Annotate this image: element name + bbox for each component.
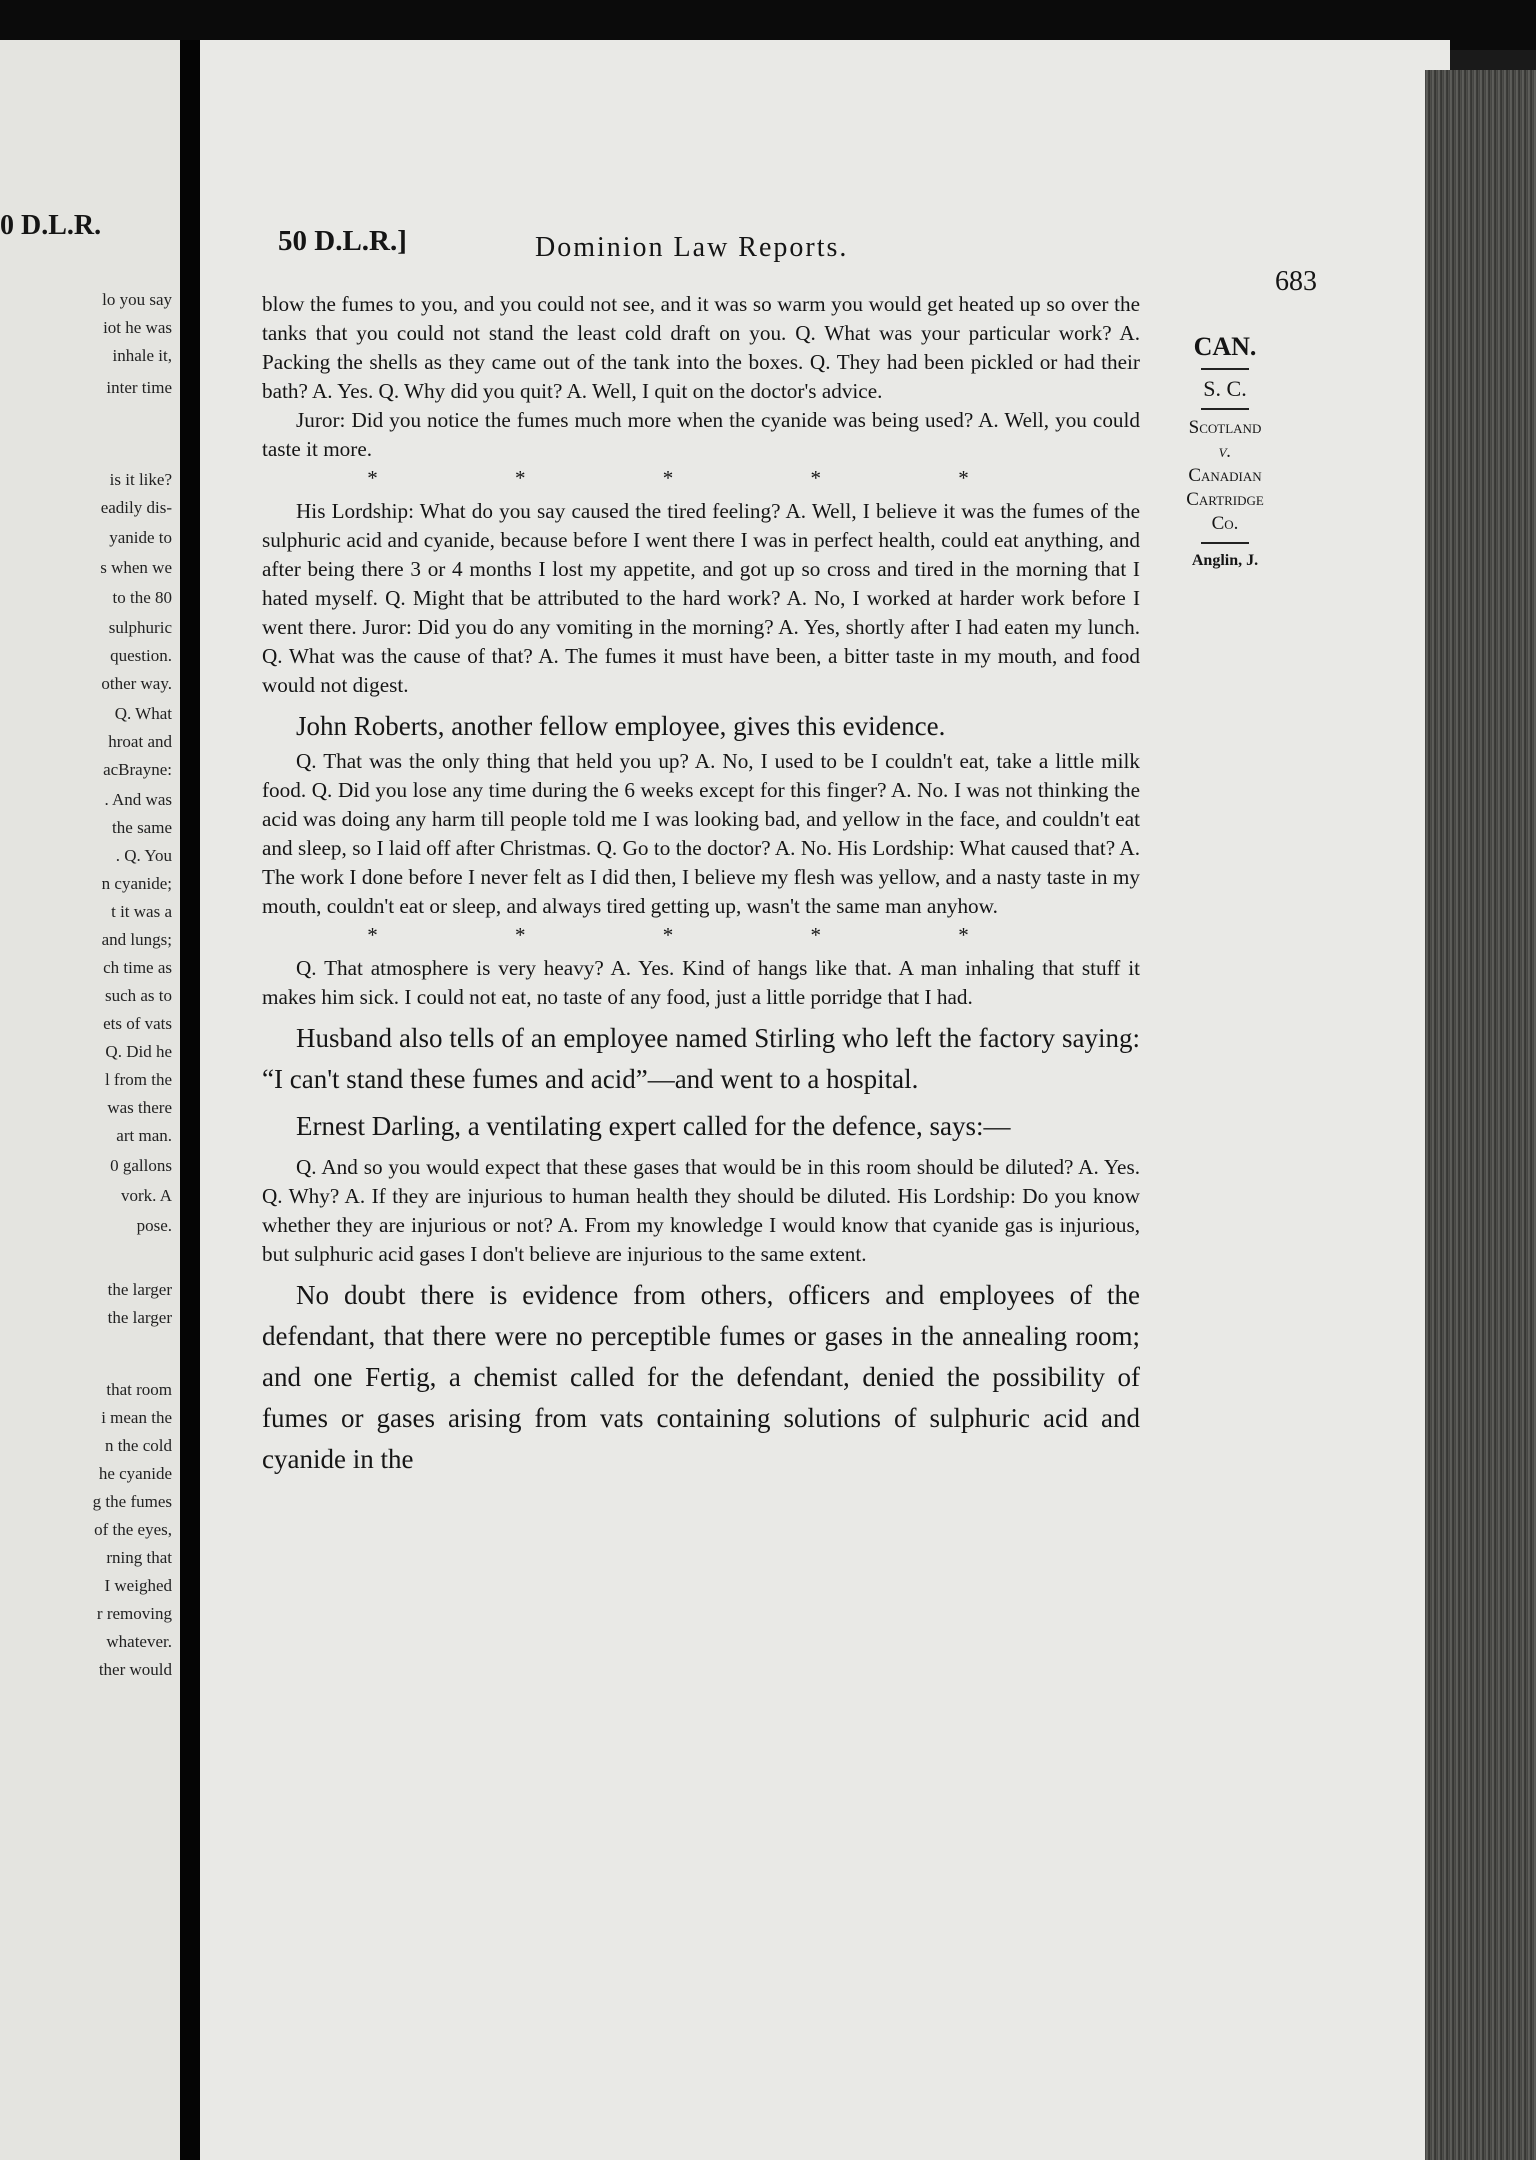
page-number: 683 [1275, 266, 1317, 297]
case-defendant-line3: Co. [1211, 513, 1239, 534]
testimony-paragraph: Q. And so you would expect that these gases that would be in this room should be diluted? A. Yes. Q. Why? A. If they are injurious to human health they should be diluted. His Lordship: Do you know whether they are injurious or not? A. From my knowledge I would know that cyanide gas is injurious, but sulphuric acid gases I don't believe are injurious to the same extent. [262, 1155, 1140, 1266]
facing-page-line: other way. [101, 674, 172, 693]
facing-page-line: rning that [106, 1548, 172, 1567]
facing-page-line: g the fumes [92, 1492, 172, 1511]
facing-page-line: the same [112, 818, 172, 837]
facing-page [0, 40, 180, 2160]
testimony-paragraph: Q. That atmosphere is very heavy? A. Yes. Kind of hangs like that. A man inhaling that stuff it makes him sick. I could not eat, no taste of any food, just a little porridge that I had. [262, 956, 1140, 1009]
facing-page-line: inter time [106, 378, 172, 397]
testimony-paragraph: blow the fumes to you, and you could not see, and it was so warm you would get heated up so over the tanks that you could not stand the least cold draft on you. Q. What was your particular work? A. Packing the shells as they came out of the tank into the boxes. Q. They had been pickled or had their bath? A. Yes. Q. Why did you quit? A. Well, I quit on the doctor's advice. [262, 292, 1140, 403]
facing-page-line: l from the [104, 1070, 172, 1089]
divider [1201, 408, 1249, 410]
facing-page-line: t it was a [111, 902, 172, 921]
page-edges [1425, 70, 1536, 2160]
elision-stars: * * * * * [367, 466, 1035, 490]
facing-page-line: he cyanide [98, 1464, 172, 1483]
facing-page-line: to the 80 [112, 588, 172, 607]
facing-page-line: the larger [107, 1280, 172, 1299]
facing-page-line: ch time as [103, 958, 172, 977]
case-name [1160, 416, 1290, 536]
case-defendant-line1: Canadian [1188, 465, 1262, 486]
judgment-paragraph: Ernest Darling, a ventilating expert called for the defence, says:— [296, 1111, 1011, 1141]
facing-page-line: 0 gallons [110, 1156, 172, 1175]
facing-page-line: i mean the [101, 1408, 172, 1427]
judgment-paragraph: John Roberts, another fellow employee, gives this evidence. [296, 711, 946, 741]
judgment-paragraph: No doubt there is evidence from others, officers and employees of the defendant, that there were no perceptible fumes or gases in the annealing room; and one Fertig, a chemist called for the defendant, denied the possibility of fumes or gases arising from vats containing solutions of sulphuric acid and cyanide in the [262, 1280, 1140, 1474]
elision-stars: * * * * * [367, 923, 1035, 947]
court-label: S. C. [1203, 376, 1247, 401]
facing-page-line: I weighed [104, 1576, 172, 1595]
margin-notes [1160, 332, 1290, 570]
facing-page-line: n the cold [104, 1436, 172, 1455]
case-versus: v. [1218, 441, 1232, 462]
facing-page-line: question. [110, 646, 172, 665]
facing-page-line: hroat and [108, 732, 172, 751]
testimony-paragraph: His Lordship: What do you say caused the tired feeling? A. Well, I believe it was the fumes of the sulphuric acid and cyanide, because before I went there I was in perfect health, could eat anything, and after being there 3 or 4 months I lost my appetite, and got up so cross and tired in the morning that I hated myself. Q. Might that be attributed to the hard work? A. No, I worked at harder work before I went there. Juror: Did you do any vomiting in the morning? A. Yes, shortly after I had eaten my lunch. Q. What was the cause of that? A. The fumes it must have been, a bitter taste in my mouth, and food would not digest. [262, 499, 1140, 697]
judge-label: Anglin, J. [1191, 552, 1259, 569]
facing-page-line: . And was [104, 790, 172, 809]
facing-page-line: Q. Did he [105, 1042, 172, 1061]
facing-page-line: n cyanide; [101, 874, 172, 893]
facing-page-line: inhale it, [112, 346, 172, 365]
facing-page-line: of the eyes, [94, 1520, 172, 1539]
facing-page-line: such as to [104, 986, 172, 1005]
facing-page-line: acBrayne: [103, 760, 172, 779]
jurisdiction-label: CAN. [1193, 332, 1257, 361]
facing-page-line: and lungs; [101, 930, 172, 949]
running-head-title: Dominion Law Reports. [535, 232, 849, 263]
judgment-paragraph: Husband also tells of an employee named Stirling who left the factory saying: “I can't stand these fumes and acid”—and went to a hospital. [262, 1023, 1140, 1094]
testimony-paragraph: Juror: Did you notice the fumes much more when the cyanide was being used? A. Well, you could taste it more. [262, 408, 1140, 461]
facing-page-line: . Q. You [115, 846, 172, 865]
facing-page-line: r removing [96, 1604, 172, 1623]
facing-page-line: art man. [116, 1126, 172, 1145]
testimony-paragraph: Q. That was the only thing that held you up? A. No, I used to be I couldn't eat, take a little milk food. Q. Did you lose any time during the 6 weeks except for this finger? A. No. I was not thinking the acid was doing any harm till people told me I was looking bad, and yellow in the face, and couldn't eat and sleep, so I laid off after Christmas. Q. Go to the doctor? A. No. His Lordship: What caused that? A. The work I done before I never felt as I did then, I believe my flesh was yellow, and a nasty taste in my mouth, couldn't eat or sleep, and always tired getting up, wasn't the same man anyhow. [262, 749, 1140, 918]
facing-page-line: whatever. [106, 1632, 172, 1651]
facing-page-line: ets of vats [103, 1014, 172, 1033]
body-text [262, 290, 1140, 1480]
facing-page-header: 0 D.L.R. [0, 210, 102, 241]
case-defendant-line2: Cartridge [1186, 489, 1264, 510]
facing-page-line: eadily dis- [100, 498, 172, 517]
facing-page-line: the larger [107, 1308, 172, 1327]
facing-page-line: is it like? [109, 470, 172, 489]
divider [1201, 368, 1249, 370]
facing-page-line: ther would [98, 1660, 172, 1679]
divider [1201, 542, 1249, 544]
case-plaintiff: Scotland [1188, 417, 1262, 438]
facing-page-line: vork. A [121, 1186, 172, 1205]
facing-page-line: lo you say [102, 290, 172, 309]
facing-page-line: iot he was [103, 318, 172, 337]
facing-page-line: sulphuric [108, 618, 172, 637]
facing-page-line: was there [107, 1098, 172, 1117]
running-head-volume: 50 D.L.R.] [278, 225, 407, 257]
facing-page-line: that room [106, 1380, 172, 1399]
facing-page-line: yanide to [109, 528, 172, 547]
facing-page-line: pose. [136, 1216, 172, 1235]
facing-page-line: Q. What [114, 704, 172, 723]
facing-page-line: s when we [100, 558, 172, 577]
